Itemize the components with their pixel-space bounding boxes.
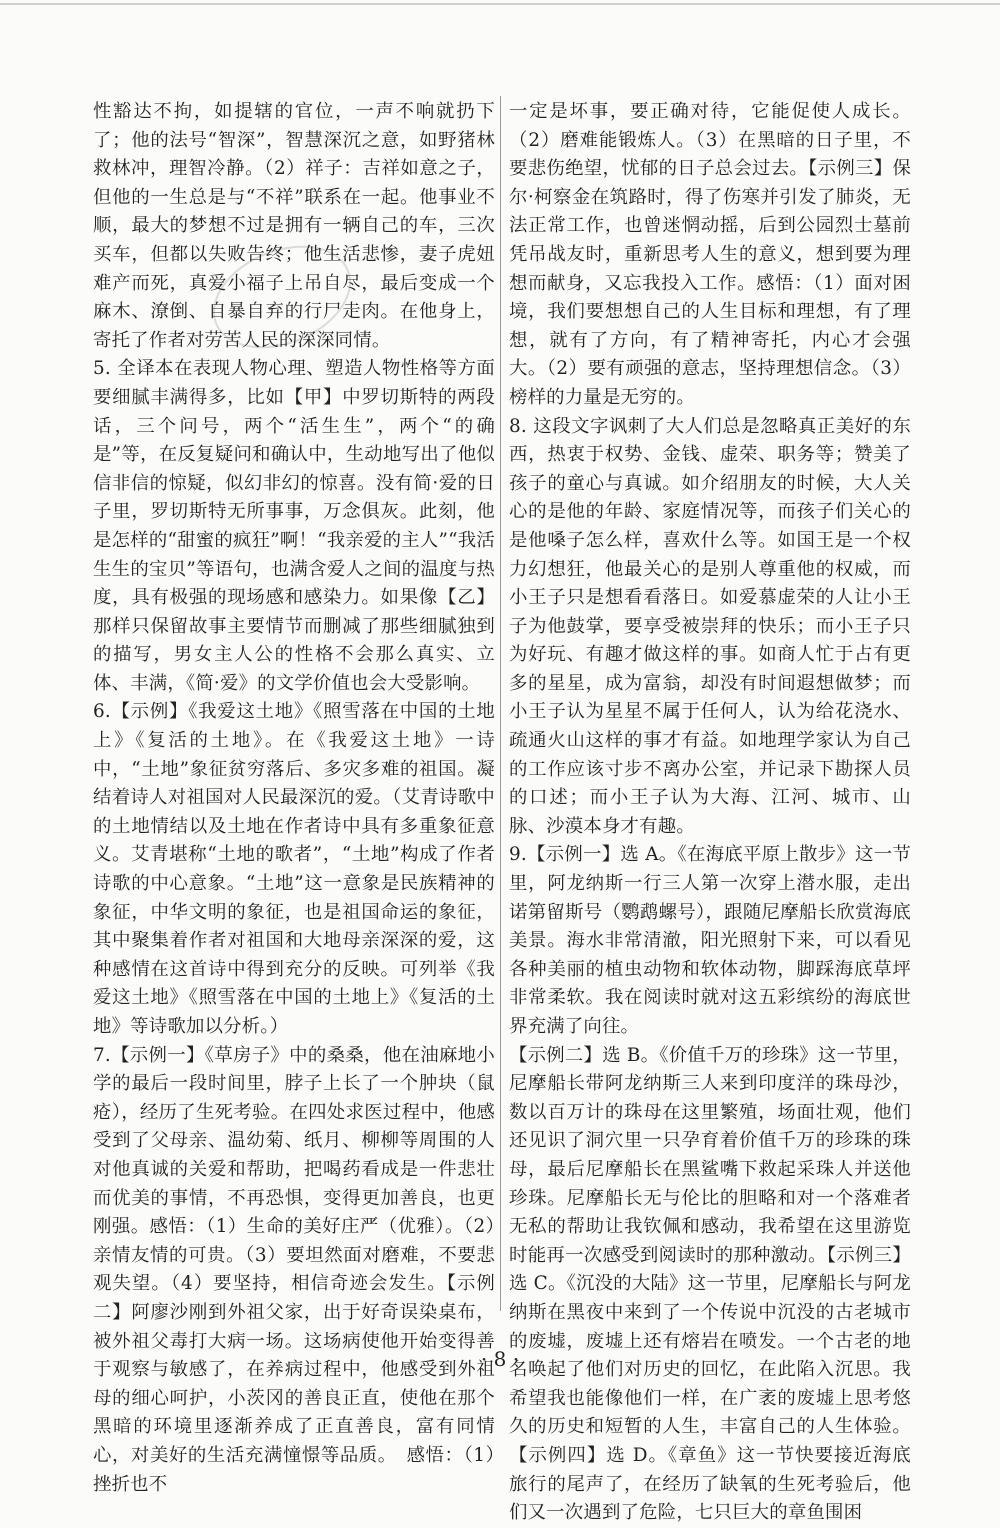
paragraph-answer-8: 8. 这段文字讽刺了大人们总是忽略真正美好的东西，热衷于权势、金钱、虚荣、职务等；赞美了孩子的童心与真诚。如介绍朋友的时候，大人关心的是他的年龄、家庭情况等，而孩子们关心的是他嗓子怎么样，喜欢什么等。如国王是一个权力幻想狂，他最关心的是别人尊重他的权威，而小王子只是想看看落日。如爱慕虚荣的人让小王子为他鼓掌，要享受被崇拜的快乐；而小王子只为好玩、有趣才做这样的事。如商人忙于占有更多的星星，成为富翁，却没有时间遐想做梦；而小王子认为星星不属于任何人，认为给花浇水、疏通火山这样的事才有益。如地理学家认为自己的工作应该寸步不离办公室，并记录下勘探人员的口述；而小王子认为大海、江河、城市、山脉、沙漠本身才有趣。 [509, 415, 911, 837]
top-rule [0, 3, 1000, 5]
paragraph-answer-5: 5. 全译本在表现人物心理、塑造人物性格等方面要细腻丰满得多，比如【甲】中罗切斯特的两段话，三个问号，两个“活生生”，两个“的确是”等，在反复疑问和确认中，生动地写出了他似信非信的惊疑，似幻非幻的惊喜。没有简·爱的日子里，罗切斯特无所事事，万念俱灰。此刻，他是怎样的“甜蜜的疯狂”啊！“我亲爱的主人”“我活生生的宝贝”等语句，也满含爱人之间的温度与热度，具有极强的现场感和感染力。如果像【乙】那样只保留故事主要情节而删减了那些细腻独到的描写，男女主人公的性格不会那么真实、立体、丰满，《简·爱》的文学价值也会大受影响。 [93, 358, 495, 694]
page-number: · 8 · [480, 1347, 520, 1371]
right-column [509, 98, 911, 1528]
paragraph-answer-9-cont: 【示例二】选 B。《价值千万的珍珠》这一节里，尼摩船长带阿龙纳斯三人来到印度洋的珠母沙，数以百万计的珠母在这里繁殖，场面壮观，他们还见识了洞穴里一只孕育着价值千万的珍珠的珠母，最后尼摩船长在黑鲨嘴下救起采珠人并送他珍珠。尼摩船长无与伦比的胆略和对一个落难者无私的帮助让我钦佩和感动，我希望在这里游览时能再一次感受到阅读时的那种激动。【示例三】选 C。《沉没的大陆》这一节里，尼摩船长与阿龙纳斯在黑夜中来到了一个传说中沉没的古老城市的废墟，废墟上还有熔岩在喷发。一个古老的地名唤起了他们对历史的回忆，在此陷入沉思。我希望我也能像他们一样，在广袤的废墟上思考悠久的历史和短暂的人生，丰富自己的人生体验。【示例四】选 D。《章鱼》这一节快要接近海底旅行的尾声了，在经历了缺氧的生死考验后，他们又一次遇到了危险，七只巨大的章鱼围困 [509, 1044, 911, 1524]
paragraph-left-1: 性豁达不拘，如提辖的官位，一声不响就扔下了；他的法号“智深”，智慧深沉之意，如野猪林救林冲，理智冷静。（2）祥子：吉祥如意之子，但他的一生总是与“不祥”联系在一起。他事业不顺，最大的梦想不过是拥有一辆自己的车，三次买车，但都以失败告终；他生活悲惨，妻子虎妞难产而死，真爱小福子上吊自尽，最后变成一个麻木、潦倒、自暴自弃的行尸走肉。在他身上，寄托了作者对劳苦人民的深深同情。 [93, 101, 495, 351]
left-column [93, 98, 495, 1499]
paragraph-answer-7: 7.【示例一】《草房子》中的桑桑，他在油麻地小学的最后一段时间里，脖子上长了一个肿块（鼠疮），经历了生死考验。在四处求医过程中，他感受到了父母亲、温幼菊、纸月、柳柳等周围的人对他真诚的关爱和帮助，把喝药看成是一件悲壮而优美的事情，不再恐惧，变得更加善良，也更刚强。感悟：（1）生命的美好庄严（优雅）。（2）亲情友情的可贵。（3）要坦然面对磨难，不要悲观失望。（4）要坚持，相信奇迹会发生。【示例二】阿廖沙刚到外祖父家，出于好奇误染桌布，被外祖父毒打大病一场。这场病使他开始变得善于观察与敏感了，在养病过程中，他感受到外祖母的细心呵护，小茨冈的善良正直，使他在那个黑暗的环境里逐渐养成了正直善良，富有同情心，对美好的生活充满憧憬等品质。 感悟：（1）挫折也不 [93, 1044, 495, 1495]
paragraph-answer-6: 6.【示例】《我爱这土地》《照雪落在中国的土地上》《复活的土地》。在《我爱这土地》一诗中，“土地”象征贫穷落后、多灾多难的祖国。凝结着诗人对祖国对人民最深沉的爱。（艾青诗歌中的土地情结以及土地在作者诗中具有多重象征意义。艾青堪称“土地的歌者”，“土地”构成了作者诗歌的中心意象。“土地”这一意象是民族精神的象征，中华文明的象征，也是祖国命运的象征，其中聚集着作者对祖国和大地母亲深深的爱，这种感情在这首诗中得到充分的反映。可列举《我爱这土地》《照雪落在中国的土地上》《复活的土地》等诗歌加以分析。） [93, 701, 495, 1037]
paragraph-answer-9: 9.【示例一】选 A。《在海底平原上散步》这一节里，阿龙纳斯一行三人第一次穿上潜水服，走出诺第留斯号（鹦鹉螺号），跟随尼摩船长欣赏海底美景。海水非常清澈，阳光照射下来，可以看见各种美丽的植虫动物和软体动物，脚踩海底草坪非常柔软。我在阅读时就对这五彩缤纷的海底世界充满了向往。 [509, 844, 911, 1037]
column-divider [500, 96, 501, 1311]
paragraph-right-1: 一定是坏事，要正确对待，它能促使人成长。（2）磨难能锻炼人。（3）在黑暗的日子里，不要悲伤绝望，忧郁的日子总会过去。【示例三】保尔·柯察金在筑路时，得了伤寒并引发了肺炎，无法正常工作，也曾迷惘动摇，后到公园烈士墓前凭吊战友时，重新思考人生的意义，想到要为理想而献身，又忘我投入工作。感悟：（1）面对困境，我们要想想自己的人生目标和理想，有了理想，就有了方向，有了精神寄托，内心才会强大。（2）要有顽强的意志，坚持理想信念。（3）榜样的力量是无穷的。 [509, 101, 911, 408]
